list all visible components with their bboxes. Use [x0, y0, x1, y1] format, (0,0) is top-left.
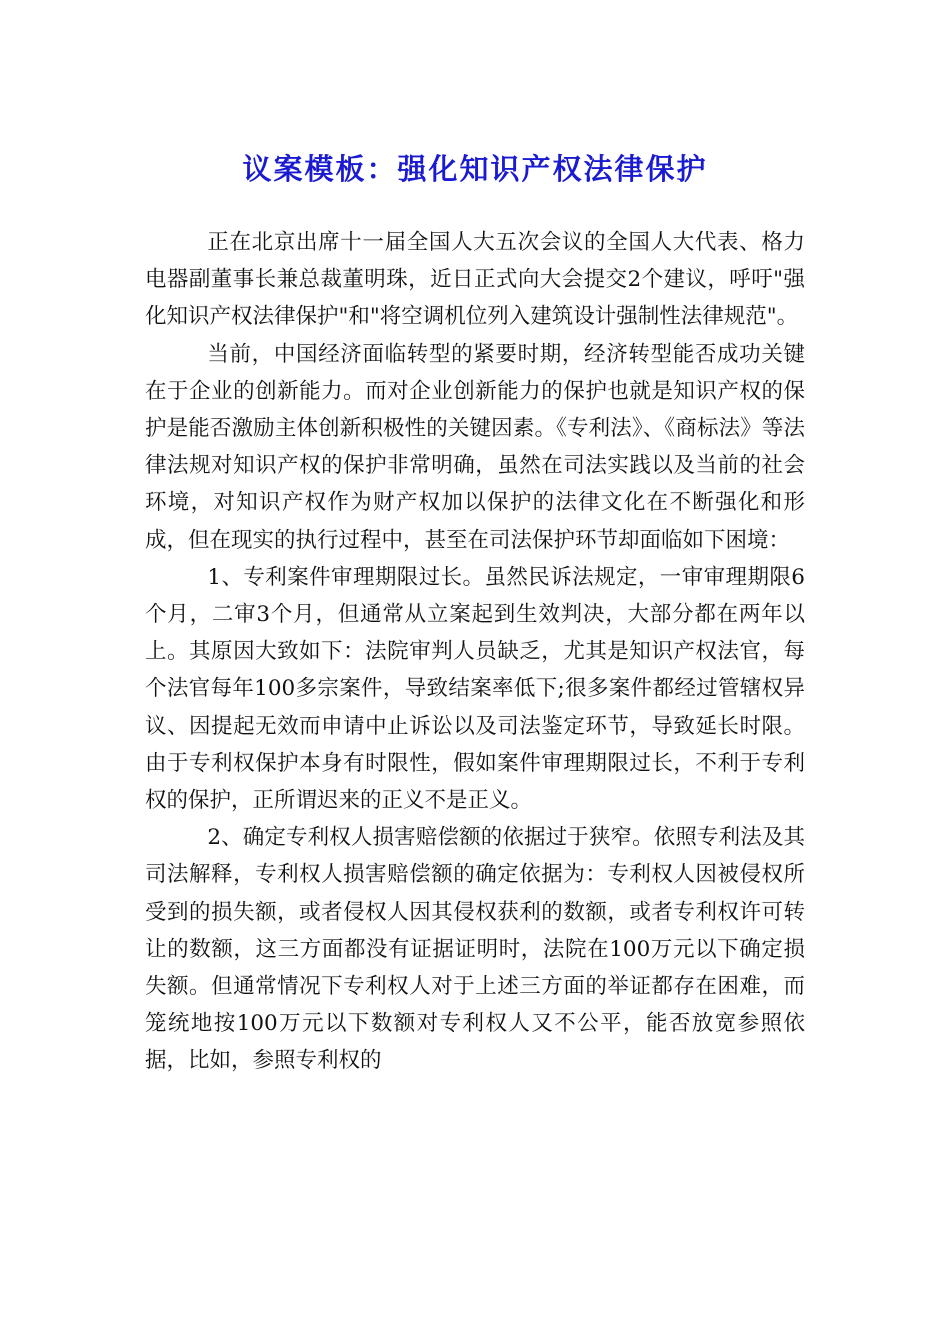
- document-body: [145, 224, 805, 1080]
- paragraph-1: 正在北京出席十一届全国人大五次会议的全国人大代表、格力电器副董事长兼总裁董明珠，近日正式向大会提交2个建议，呼吁"强化知识产权法律保护"和"将空调机位列入建筑设计强制性法律规范"。: [145, 230, 805, 330]
- document-title: 议案模板：强化知识产权法律保护: [242, 152, 708, 187]
- paragraph-3: 1、专利案件审理期限过长。虽然民诉法规定，一审审理期限6个月，二审3个月，但通常从立案起到生效判决，大部分都在两年以上。其原因大致如下：法院审判人员缺乏，尤其是知识产权法官，每个法官每年100多宗案件，导致结案率低下;很多案件都经过管辖权异议、因提起无效而申请中止诉讼以及司法鉴定环节，导致延长时限。由于专利权保护本身有时限性，假如案件审理期限过长，不利于专利权的保护，正所谓迟来的正义不是正义。: [145, 564, 805, 814]
- paragraph-2: 当前，中国经济面临转型的紧要时期，经济转型能否成功关键在于企业的创新能力。而对企业创新能力的保护也就是知识产权的保护是能否激励主体创新积极性的关键因素。《专利法》、《商标法》等法律法规对知识产权的保护非常明确，虽然在司法实践以及当前的社会环境，对知识产权作为财产权加以保护的法律文化在不断强化和形成，但在现实的执行过程中，甚至在司法保护环节却面临如下困境：: [145, 341, 805, 553]
- paragraph-4: 2、确定专利权人损害赔偿额的依据过于狭窄。依照专利法及其司法解释，专利权人损害赔偿额的确定依据为：专利权人因被侵权所受到的损失额，或者侵权人因其侵权获利的数额，或者专利权许可转让的数额，这三方面都没有证据证明时，法院在100万元以下确定损失额。但通常情况下专利权人对于上述三方面的举证都存在困难，而笼统地按100万元以下数额对专利权人又不公平，能否放宽参照依据，比如，参照专利权的: [145, 825, 805, 1074]
